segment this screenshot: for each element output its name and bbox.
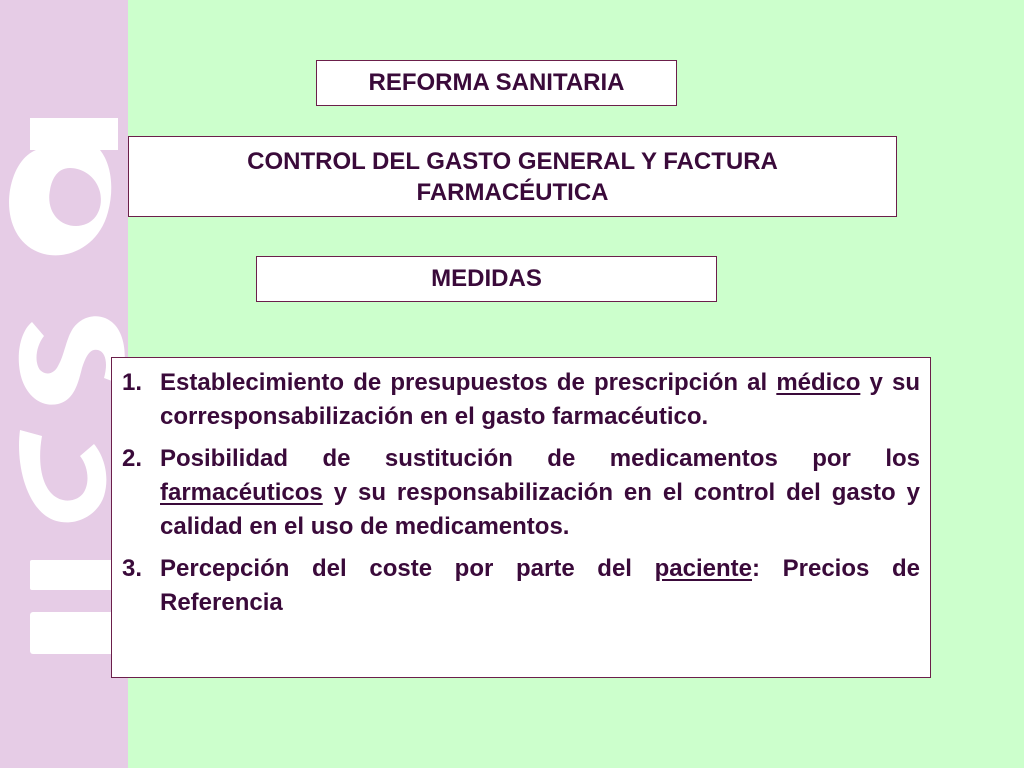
slide-subtitle: CONTROL DEL GASTO GENERAL Y FACTURA FARMACÉUTICA [247,147,778,206]
item-text-start: Percepción del coste por parte del [160,555,655,582]
item-number: 1. [122,369,143,396]
item-text-start: Posibilidad de sustitución de medicamentos por los [160,445,920,472]
item-text-underlined: farmacéuticos [160,479,323,506]
subtitle-box [128,136,897,217]
item-text-underlined: médico [776,369,861,396]
item-text-end: y su responsabilización en el control del gasto y calidad en el uso de medicamentos. [160,479,920,540]
item-text [160,366,920,434]
measures-list [111,357,931,678]
item-text [160,442,920,544]
item-text-underlined: paciente [654,555,752,582]
item-text-end: : Precios de Referencia [160,555,920,616]
section-heading-box [256,256,717,302]
item-text-end: y su corresponsabilización en el gasto farmacéutico. [160,369,920,430]
sidebar-band [0,0,128,768]
item-text-start: Establecimiento de presupuestos de prescripción al [160,369,777,396]
list-item [122,552,920,620]
list-item [122,442,920,544]
isd-logo [0,0,128,768]
item-number: 2. [122,445,143,472]
list-item [122,366,920,434]
item-text [160,552,920,620]
item-number: 3. [122,555,143,582]
section-heading: MEDIDAS [431,265,542,292]
slide-title: REFORMA SANITARIA [368,69,625,96]
slide-title-box [316,60,677,106]
